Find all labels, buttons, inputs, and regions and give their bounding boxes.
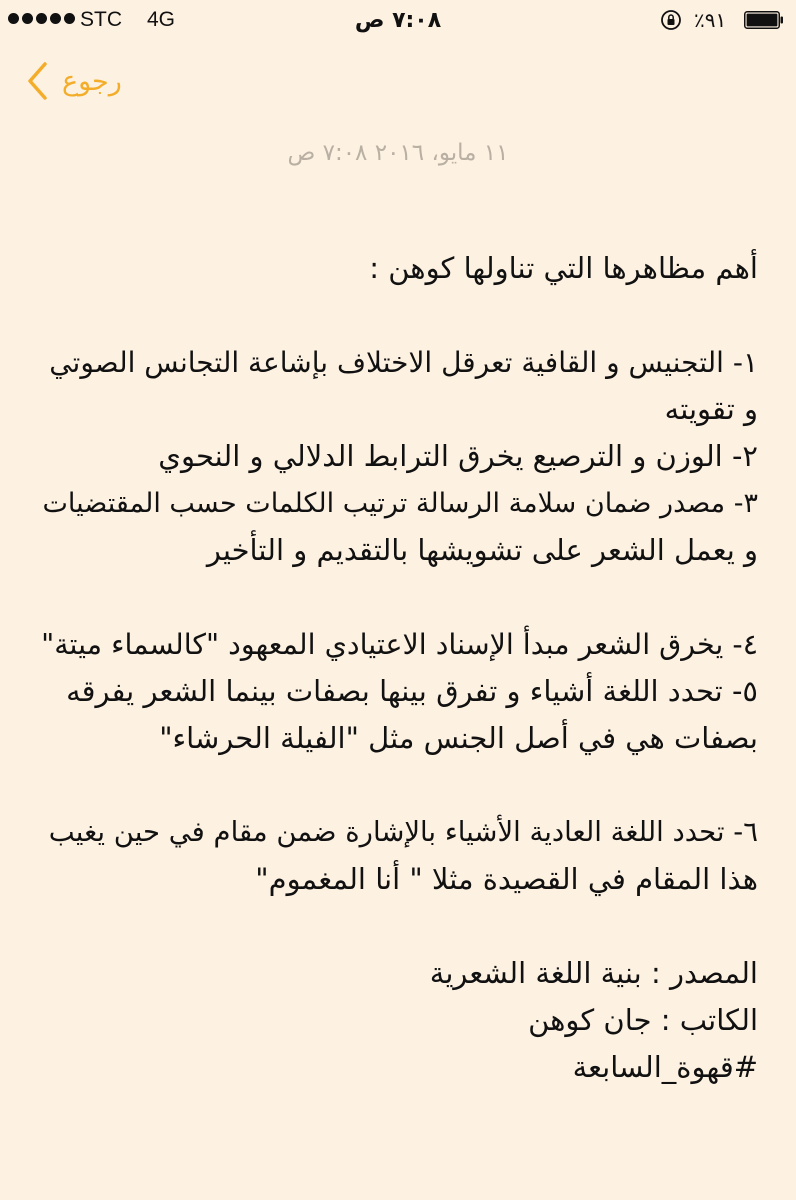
note-line: المصدر : بنية اللغة الشعرية <box>429 956 758 990</box>
battery-icon <box>744 11 784 29</box>
note-line: أهم مظاهرها التي تناولها كوهن : <box>369 251 758 285</box>
note-line-blank <box>38 903 758 950</box>
note-line: ٢- الوزن و الترصيع يخرق الترابط الدلالي و النحوي <box>158 439 758 473</box>
status-bar <box>0 0 796 40</box>
chevron-left-icon <box>26 61 48 101</box>
note-line: الكاتب : جان كوهن <box>528 1003 758 1037</box>
note-line: ٤- يخرق الشعر مبدأ الإسناد الاعتيادي المعهود "كالسماء ميتة" <box>41 628 758 661</box>
note-line: و تقويته <box>664 392 758 426</box>
note-line: هذا المقام في القصيدة مثلا " أنا المغموم" <box>255 862 758 896</box>
note-line: ٥- تحدد اللغة أشياء و تفرق بينها بصفات بينما الشعر يفرقه <box>66 674 758 708</box>
note-line: ٣- مصدر ضمان سلامة الرسالة ترتيب الكلمات حسب المقتضيات <box>42 488 758 519</box>
status-time: ٧:٠٨ ص <box>354 8 442 33</box>
battery-percent: ٩١٪ <box>694 8 727 32</box>
carrier-name: STC <box>80 8 122 31</box>
note-date: ١١ مايو، ٢٠١٦ ٧:٠٨ ص <box>287 140 509 166</box>
note-line-blank <box>38 574 758 621</box>
note-line: ١- التجنيس و القافية تعرقل الاختلاف بإشاعة التجانس الصوتي <box>49 346 758 379</box>
rotation-lock-icon <box>660 9 682 31</box>
note-line: و يعمل الشعر على تشويشها بالتقديم و التأخير <box>206 533 758 567</box>
note-line: بصفات هي في أصل الجنس مثل "الفيلة الحرشاء" <box>159 721 758 755</box>
back-button[interactable] <box>26 58 122 104</box>
network-type: 4G <box>147 8 176 31</box>
note-line-blank <box>38 292 758 339</box>
note-body[interactable] <box>38 245 758 1091</box>
note-line: ٦- تحدد اللغة العادية الأشياء بالإشارة ضمن مقام في حين يغيب <box>48 816 758 848</box>
note-line: #قهوة_السابعة <box>572 1050 758 1084</box>
back-label: رجوع <box>62 65 122 97</box>
note-line-blank <box>38 762 758 809</box>
